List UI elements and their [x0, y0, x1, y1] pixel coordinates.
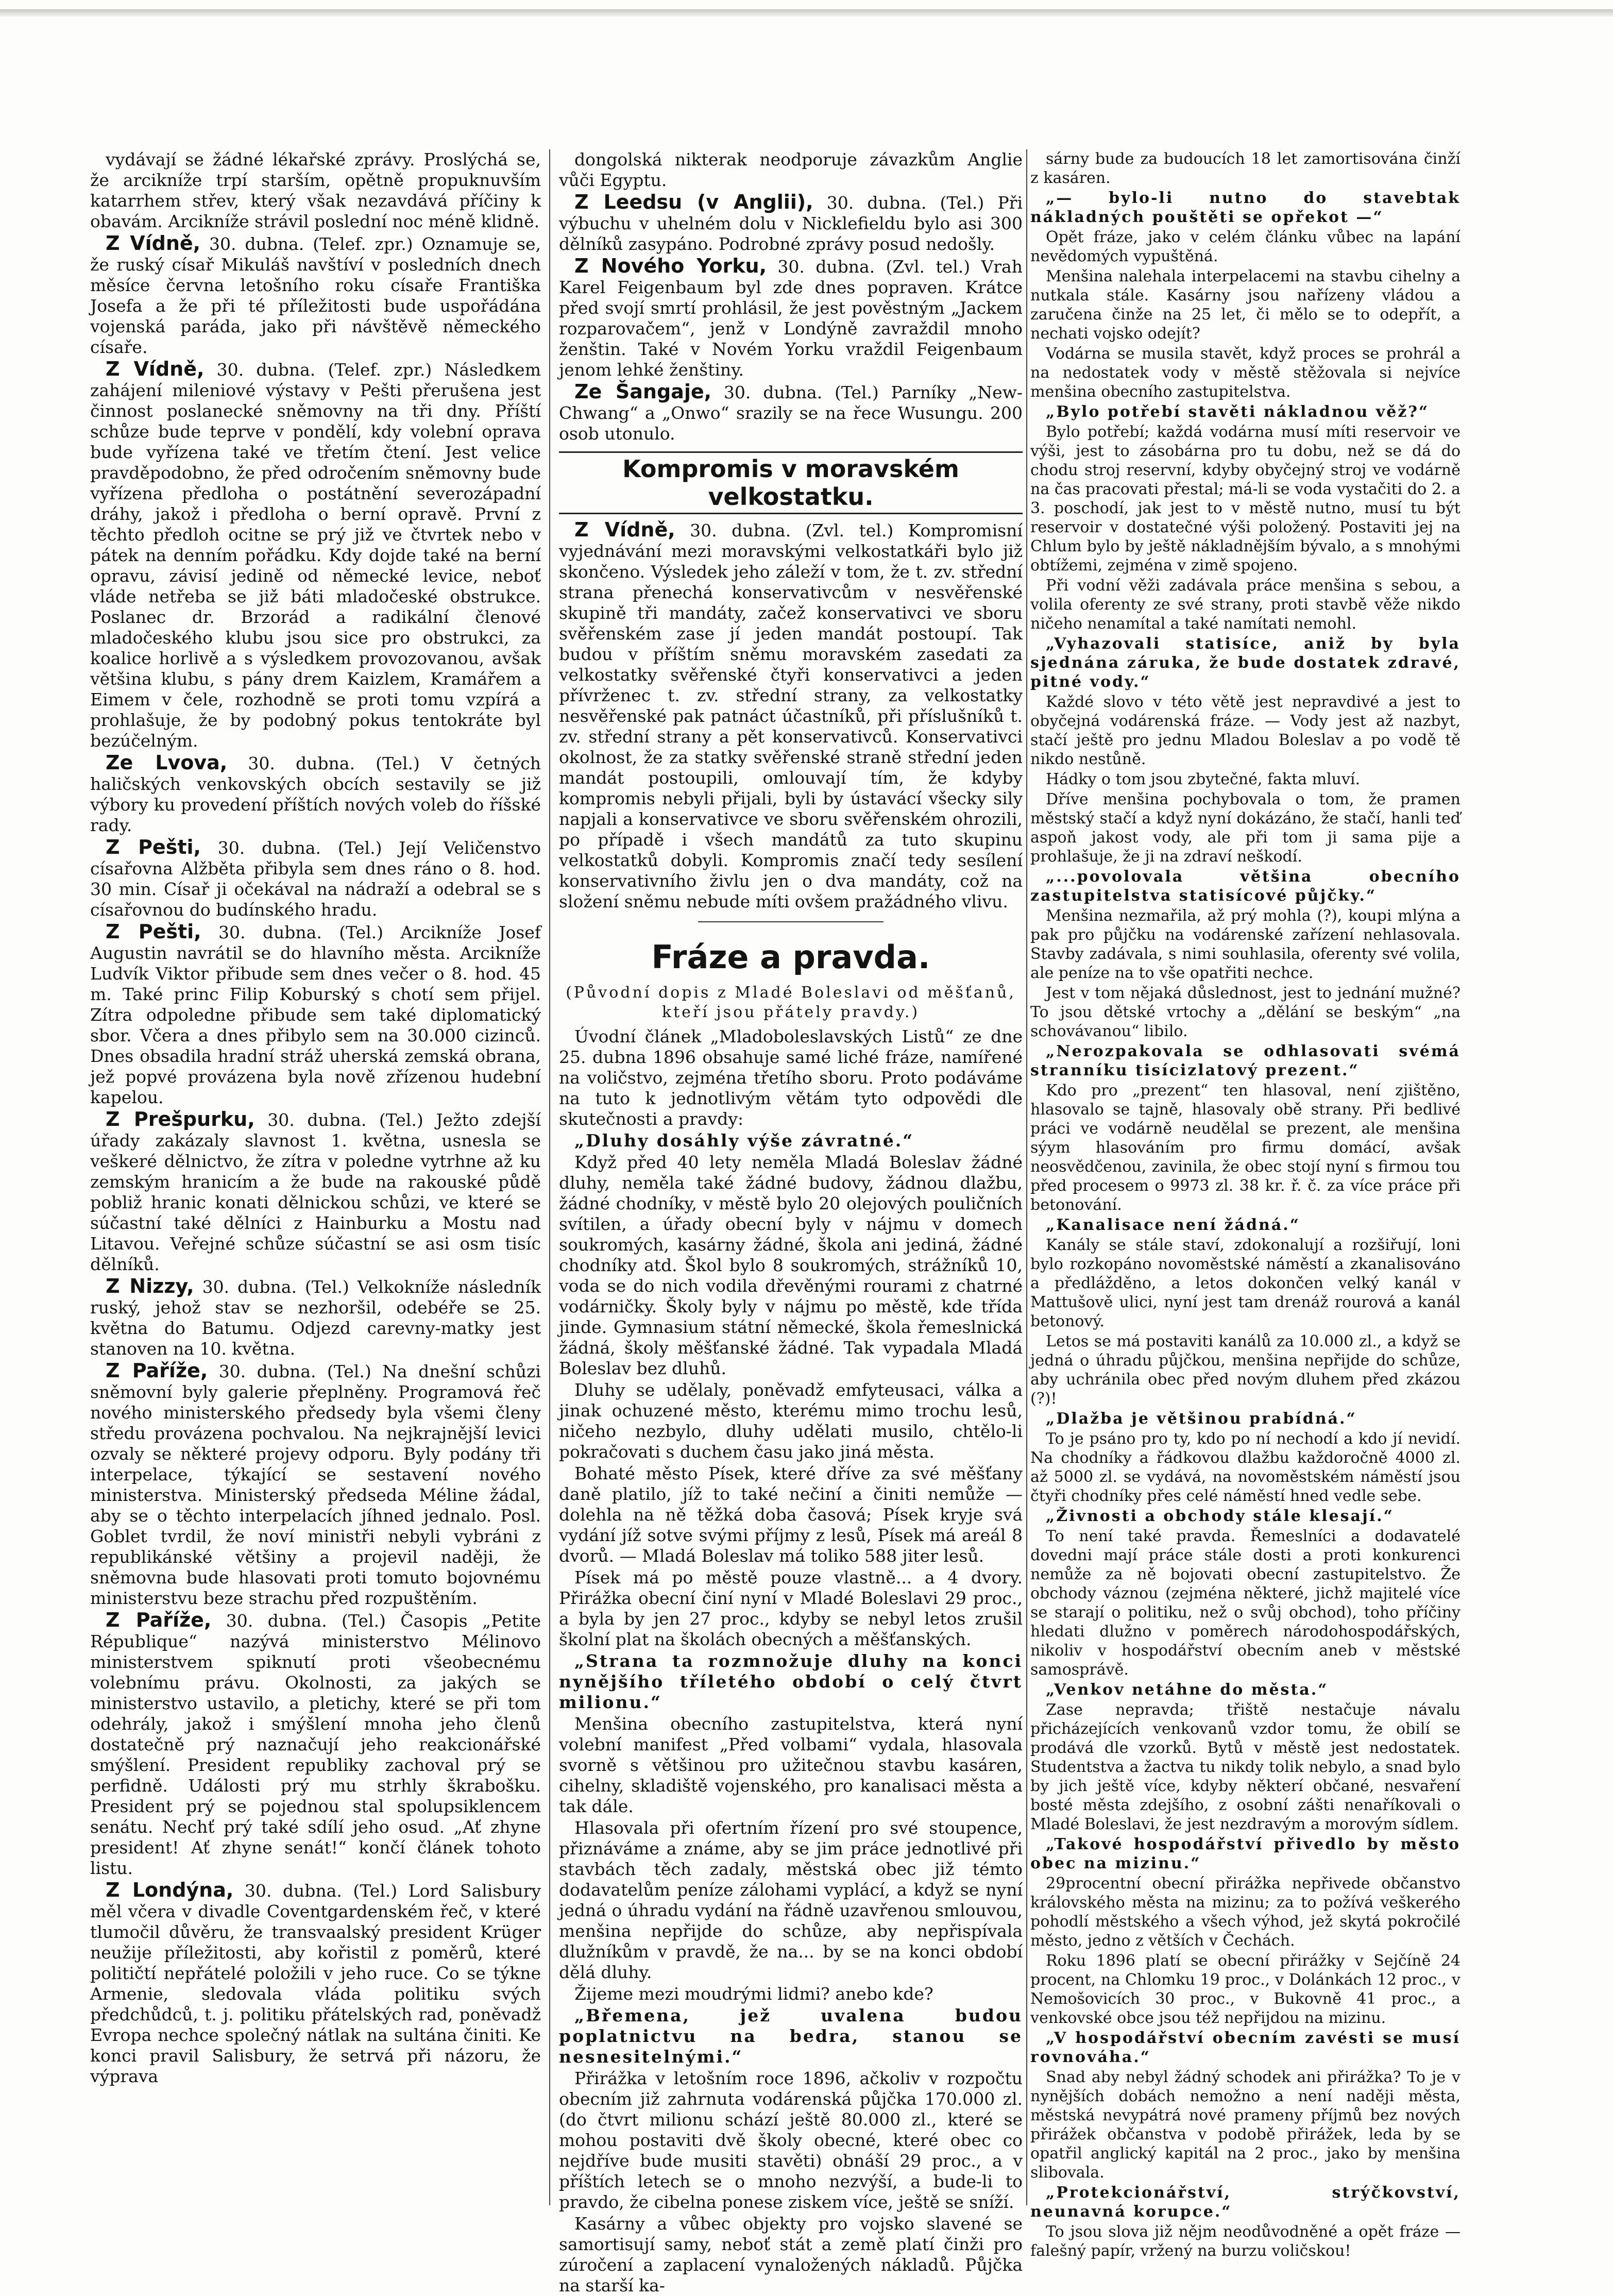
- dateline: Z Paříže,: [106, 1359, 208, 1382]
- article-paragraph: To jsou slova již nějm neodůvodněné a opět fráze — falešný papír, vržený na burzu voličskou!: [1030, 2223, 1461, 2260]
- dateline: Ze Šangaje,: [574, 380, 712, 403]
- article-paragraph: „Strana ta rozmnožuje dluhy na konci nynějšího tříletého období o celý čtvrt milionu.“: [559, 1651, 1023, 1712]
- news-paragraph: Ze Lvova, 30. dubna. (Tel.) V četných haličských venkovských obcích sestavily se již výbory ku provedení příštích nových voleb do říšské rady.: [90, 751, 541, 835]
- article-paragraph: „Dlažba je většinou prabídná.“: [1046, 1410, 1357, 1428]
- article-paragraph: Zase nepravda; třiště nestačuje návalu přicházejících venkovanů vzdor tomu, že obilí se prodává dle vzorků. Bytů v městě jest nedostatek. Studentstva a žactva tu nikdy tolik nebylo, a snad bylo by jich ještě více, kdyby některí občané, nesvaření bosté města zdejšího, z osobní zášti nenaříkovali o Mladé Boleslavi, že jest nezdravým a morovým sídlem.: [1030, 1701, 1461, 1833]
- article-paragraph: „Dluhy dosáhly výše závratné.“: [574, 1130, 914, 1151]
- article-paragraph: „V hospodářství obecním zavésti se musí rovnováha.“: [1030, 2029, 1461, 2066]
- article-paragraph: Letos se má postaviti kanálů za 10.000 zl., a když se jedná o úhradu půjčkou, menšina nepřijde do schůze, aby uchránila obec před novým dluhem před zkázou (?)!: [1030, 1332, 1461, 1408]
- section-divider: [698, 921, 884, 922]
- dateline: Z Vídně,: [106, 358, 205, 380]
- news-paragraph: Z Vídně, 30. dubna. (Telef. zpr.) Oznamuje se, že ruský císař Mikuláš navštíví v posledních dnech měsíce června letošního roku císaře Františka Josefa a že při té příležitosti bude uspořádána vojenská paráda, jako při návštěvě německého císaře.: [90, 232, 541, 357]
- dateline: Z Leedsu (v Anglii),: [574, 191, 813, 213]
- article-paragraph: To je psáno pro ty, kdo po ní nechodí a kdo jí nevidí. Na chodníky a řádkovou dlažbu každoročně 4000 zl. až 5000 zl. se vydává, na novoměstském náměstí jsou čtyři chodníky přes celé náměstí hned vedle sebe.: [1030, 1430, 1461, 1505]
- article-paragraph: „Kanalisace není žádná.“: [1046, 1216, 1300, 1234]
- dateline: Z Pešti,: [106, 920, 201, 943]
- article-paragraph: Kdo pro „prezent“ ten hlasoval, není zjištěno, hlasovalo se tajně, hlasovaly obě strany. Při bedlivé práci ve vodárně neudělal se prezent, ale menšina sýym hlasováním pro firmu domácí, avšak neosvědčenou, zavinila, že obec stojí nyní s firmou tou před procesem o 9973 zl. 38 kr. ř. č. za více práce při betonování.: [1030, 1082, 1461, 1214]
- article-paragraph: To není také pravda. Řemeslníci a dodavatelé dovedni mají práce stále dosti a proti konkurenci nemůže za ně bojovati obecní zastupitelstvo. Že obchody váznou (zejména některé, jichž majitelé více se starají o politiku, než o svůj obchod), toho příčiny hledati dlužno v poměrech národohospodářských, nikoliv v hospodářství obecním aneb v městské samosprávě.: [1030, 1527, 1461, 1679]
- news-paragraph: Z Londýna, 30. dubna. (Tel.) Lord Salisbury měl včera v divadle Coventgardenském řeč, v které tlumočil důvěru, že transvaalský president Krüger neužije příležitosti, aby kořistil z poměrů, které političtí nepřátelé položili v jeho ruce. Co se týkne Armenie, sledovala vláda politiku svých předchůdců, t. j. politiku přátelských rad, poněvadž Evropa nechce společný nátlak na sultána činiti. Ke konci pravil Salisbury, že setrvá při názoru, že výprava: [90, 1879, 541, 2086]
- dateline: Z Vídně,: [106, 232, 201, 255]
- article-paragraph: Jest v tom nějaká důslednost, jest to jednání mužné? To jsou dětské vrtochy a „dělání se beským“ „na schovávanou“ libilo.: [1030, 984, 1461, 1040]
- article-paragraph: Kanály se stále staví, zdokonalují a rozšiřují, loni bylo rozkopáno novoměstské náměstí a zkanalisováno a předlážděno, a letos dokončen velký kanál v Mattušově ulici, nyní jest tam drenáž rourová a kanál betonový.: [1030, 1236, 1461, 1330]
- article-kompromis: [559, 519, 1023, 912]
- article-paragraph: Dluhy se udělaly, poněvadž emfyteusaci, válka a jinak ochuzené město, kterému mimo trochu lesů, ničeho nezbylo, dluhy udělati musilo, chtělo-li pokračovati s duchem času jako jiná města.: [559, 1380, 1023, 1462]
- dateline: Z Nového Yorku,: [574, 255, 767, 277]
- article-paragraph: Při vodní věži zadávala práce menšina s sebou, a volila oferenty ze své strany, proti stavbě věže nikdo ničeho nenamítal a také namítati nemohl.: [1030, 577, 1461, 633]
- news-paragraph: Ze Šangaje, 30. dubna. (Tel.) Parníky „New-Chwang“ a „Onwo“ srazily se na řece Wusungu. 200 osob utonulo.: [559, 380, 1023, 444]
- article-paragraph: Přirážka v letošním roce 1896, ačkoliv v rozpočtu obecním již zahrnuta vodárenská půjčka 170.000 zl. (do čtvrt milionu schází ještě 80.000 zl., které se mohou postaviti dvě školy obecné, které obec co nejdříve bude musiti stavěti) obnáší 29 proc., a v příštích letech se o mnoho nezvýší, a bude-li to pravdo, že cibelna ponese ziskem více, ještě se sníží.: [559, 2068, 1023, 2212]
- article-paragraph: Opět fráze, jako v celém článku vůbec na lapání nevědomých vypuštěná.: [1030, 228, 1461, 265]
- column-1: [90, 149, 541, 2205]
- article-paragraph: Bohaté město Písek, které dříve za své měšťany daně platilo, jíž to také nečiní a činiti nemůže — dolehla na ně těžká doba časová; Písek kryje svá vydání jíž sotve svými příjmy z lesů, Písek má areál 8 dvorů. — Mladá Boleslav má toliko 588 jiter lesů.: [559, 1463, 1023, 1566]
- article-paragraph: „...povolovala většina obecního zastupitelstva statisícové půjčky.“: [1030, 868, 1461, 905]
- article-subhead: (Původní dopis z Mladé Boleslavi od měšťanů, kteří jsou přátely pravdy.): [566, 984, 1016, 1021]
- column-divider-2: [1026, 149, 1027, 2205]
- article-paragraph: Hlasovala při ofertním řízení pro své stoupence, přiznáváme a známe, aby se jim práce jednotlivé při stavbách těch zadaly, městská obec již témto dodavatelům peníze zálohami vyplácí, a když se nyní jedná o úhradu vydání na řádně uzavřenou smlouvou, menšina nepřijde do schůze, aby nepřispívala dlužníkům v pravdě, že na... by se na konci období dělá dluhy.: [559, 1818, 1023, 1982]
- news-paragraph: Z Nového Yorku, 30. dubna. (Zvl. tel.) Vrah Karel Feigenbaum byl zde dnes popraven. Krátce před svojí smrtí prohlásil, že jest pověstným „Jackem rozparovačem“, jenž v Londýně zavraždil mnoho ženštin. Také v Novém Yorku vraždil Feigenbaum jenom lehké ženštiny.: [559, 255, 1023, 380]
- headline-fraze-a-pravda: Fráze a pravda.: [651, 938, 930, 976]
- article-paragraph: „Bylo potřebí stavěti nákladnou věž?“: [1046, 403, 1430, 421]
- news-paragraph: Z Pešti, 30. dubna. (Tel.) Arcikníže Josef Augustin navrátil se do hlavního města. Arcikníže Ludvík Viktor přibude sem dnes večer o 8. hod. 45 m. Také princ Filip Koburský s chotí sem přijel. Zítra odpoledne přibude sem také diplomatický sbor. Včera a dnes přibylo sem na 30.000 cizinců. Dnes obsadila hradní stráž uherská zemská obrana, jež popvé provázena byla nově zřízenou hudební kapelou.: [90, 920, 541, 1107]
- article-paragraph: Hádky o tom jsou zbytečné, fakta mluví.: [1046, 770, 1361, 788]
- article-paragraph: Žijeme mezi moudrými lidmi? anebo kde?: [574, 1984, 933, 2004]
- article-paragraph: 29procentní obecní přirážka nepřivede občanstvo královského města na mizinu; za to požívá veškerého pohodlí městského a všech výhod, jež skytá pokročilé město, jedno z větších v Čechách.: [1030, 1875, 1461, 1950]
- news-paragraph: Z Vídně, 30. dubna. (Telef. zpr.) Následkem zahájení mileniové výstavy v Pešti přerušena jest činnost poslanecké sněmovny na tři dny. Příští schůze bude teprve v pondělí, kdy volební oprava bude vyřízena také ve třetím čtení. Jest velice pravděpodobno, že před odročením sněmovny bude vyřízena předloha o postátnění severozápadní dráhy, jakož i předloha o berní opravě. První z těchto předloh ocitne se prý již ve čtvrtek nebo v pátek na denním pořádku. Kdy dojde také na berní opravu, závisí jedině od německé levice, neboť vláde netřeba se již báti mladočeské obstrukce. Poslanec dr. Brzorád a radikální členové mladočeského klubu jsou sice pro obstrukci, za koalice horlivě a s výsledkem provozovanou, avšak většina klubu, s pány drem Kaizlem, Kramářem a Eimem v čele, rozhodně se proti tomu vzpírá a prohlašuje, že by podobný pokus tentokráte byl bezúčelným.: [90, 358, 541, 751]
- dateline: Z Londýna,: [106, 1879, 234, 1901]
- article-paragraph: „Živnosti a obchody stále klesají.“: [1046, 1507, 1394, 1525]
- news-paragraph: Z Paříže, 30. dubna. (Tel.) Časopis „Petite République“ nazývá ministerstvo Mélinovo ministerstvem spiknutí proti všeobecnému volebnímu právu. Okolnosti, za jakých se ministerstvo ustavilo, a pletichy, které se při tom odehrály, jakož i smýšlení mnoha jeho členů dostatečně prý naznačují jeho reakcionářské smýšlení. President republiky zachoval prý se perfidně. Události prý mu strhly škrabošku. President prý se pojednou stal spolupsiklencem senátu. Nechť prý také sdílí jeho osud. „Ať zhyne president! Ať zhyne senát!“ končí článek tohoto listu.: [90, 1609, 541, 1878]
- article-paragraph: Bylo potřebí; každá vodárna musí míti reservoir ve výši, jest to zásobárna pro tu dobu, než se dá do chodu stroj reservní, kdyby obyčejný stroj ve vodárně na čas pracovati přestal; má-li se voda vystačiti do 2. a 3. poschodí, jak jest to v městě nutno, musí tu být reservoir v dostatečné výši položený. Postaviti jej na Chlum bylo by ještě nákladnějším bývalo, a s mnohými obtížemi, zejména v zimě spojeno.: [1030, 423, 1461, 575]
- news-paragraph: Z Pešti, 30. dubna. (Tel.) Její Veličenstvo císařovna Alžběta přibyla sem dnes ráno o 8. hod. 30 min. Císař ji očekával na nádraží a odebral se s císařovnou do budínského hradu.: [90, 836, 541, 920]
- article-paragraph: Menšina nezmařila, až prý mohla (?), koupi mlýna a pak pro půjčku na vodárenské zařízení nehlasovala. Stavby zadávala, s nimi souhlasila, oferenty své volila, ale peníze na to vše opatřiti nechce.: [1030, 907, 1461, 982]
- article-fraze-a-pravda: [559, 1026, 1023, 2296]
- article-paragraph: sárny bude za budoucích 18 let zamortisována činží z kasáren.: [1030, 150, 1461, 187]
- news-paragraph: vydávají se žádné lékařské zprávy. Proslýchá se, že arcikníže trpí starším, opětně propuknuvším katarrhem střev, který však nezavdává příčiny k obavám. Arcikníže strávil poslední noc méně klidně.: [90, 149, 541, 231]
- news-paragraph: Z Paříže, 30. dubna. (Tel.) Na dnešní schůzi sněmovní byly galerie přeplněny. Programová řeč nového ministerského předsedy byla všemi členy středu provázena pochvalou. Na nejkrajnější levici ozvaly se některé projevy odporu. Byly podány tři interpelace, týkající se sestavení nového ministerstva. Ministerský předseda Méline žádal, aby se o těchto interpelacích jíhned jednalo. Posl. Goblet tvrdil, že noví ministři nebyli vybráni z republikánské většiny a projevil naději, že sněmovna bude hlasovati proti tomuto bojovnému ministerstvu beze strachu před rozpuštěním.: [90, 1359, 541, 1608]
- dateline: Z Prešpurku,: [106, 1108, 255, 1130]
- article-paragraph: Roku 1896 platí se obecní přirážky v Sejčíně 24 procent, na Chlomku 19 proc., v Dolánkách 12 proc., v Nemošovicích 30 proc., v Bukovně 41 proc., a venkovské obce jsou též nepřijdou na mizinu.: [1030, 1952, 1461, 2027]
- dateline: Z Paříže,: [106, 1609, 212, 1631]
- news-items: [559, 149, 1023, 444]
- article-paragraph: Kasárny a vůbec objekty pro vojsko slavené se samortisují samy, neboť stát a země platí činži pro zúročení a zaplacení vynaložených nákladů. Půjčka na starší ka-: [559, 2214, 1023, 2295]
- article-paragraph: „Venkov netáhne do města.“: [1046, 1681, 1329, 1699]
- article-paragraph: Písek má po městě pouze vlastně... a 4 dvory. Přirážka obecní činí nyní v Mladé Boleslavi 29 proc., a byla by jen 27 proc., kdyby se nebyl letos zrušil školní plat na školách obecných a měšťanských.: [559, 1567, 1023, 1649]
- column-2: [559, 149, 1023, 2295]
- article-paragraph: Každé slovo v této větě jest nepravdivé a jest to obyčejná vodárenská fráze. — Vody jest až nazbyt, stačí ještě pro jednu Mladou Boleslav a po vodě tě nikdo nestůně.: [1030, 693, 1461, 768]
- dateline: Z Nizzy,: [106, 1275, 194, 1297]
- headline-kompromis: Kompromis v moravském velkostatku.: [559, 451, 1023, 514]
- article-paragraph: „Takové hospodářství přivedlo by město obec na mizinu.“: [1030, 1835, 1461, 1872]
- article-paragraph: „Nerozpakovala se odhlasovati svémá stranníku tisícizlatový prezent.“: [1030, 1042, 1461, 1079]
- news-paragraph: Z Leedsu (v Anglii), 30. dubna. (Tel.) Při výbuchu v uhelném dolu v Nicklefieldu bylo asi 300 dělníků zasypáno. Podrobné zprávy posud nedošly.: [559, 191, 1023, 254]
- article-paragraph: „— bylo-li nutno do stavebtak nákladných pouštěti se opřekot —“: [1030, 189, 1461, 226]
- scan-top-edge: [0, 9, 1613, 16]
- column-divider-1: [549, 149, 550, 2205]
- article-paragraph: „Protekcionářství, strýčkovství, neunavná korupce.“: [1030, 2184, 1461, 2221]
- article-paragraph: Menšina nalehala interpelacemi na stavbu cihelny a nutkala stále. Kasárny jsou nařízeny vládou a zaručena činže na 25 let, či mělo se to odepřít, a nechati vojsko odejít?: [1030, 267, 1461, 343]
- article-paragraph: Úvodní článek „Mladoboleslavských Listů“ ze dne 25. dubna 1896 obsahuje samé liché fráze, namířené na voličstvo, zejména třetího sboru. Proto podáváme na tuto k jednotlivým větám tyto odpovědi dle skutečnosti a pravdy:: [559, 1026, 1023, 1129]
- article-paragraph: Snad aby nebyl žádný schodek ani přirážka? To je v nynějších dobách nemožno a není naději města, městská nevypátrá nové prameny příjmů bez nových přirážek občanstva v podobě přirážek, leda by se opatřil anglický kapitál na 2 proc., jako by menšina slibovala.: [1030, 2068, 1461, 2182]
- article-paragraph: Vodárna se musila stavět, když proces se prohrál a na nedostatek vody v městě stěžovala si nejvíce menšina obecního zastupitelstva.: [1030, 345, 1461, 401]
- column-3: [1030, 149, 1461, 2260]
- news-paragraph: Z Prešpurku, 30. dubna. (Tel.) Ježto zdejší úřady zakázaly slavnost 1. května, usnesla se veškeré dělnictvo, že zítra v poledne vytrhne až ku zemským hranicím a že bude na rakouské půdě pobliž hranic konati dělnickou schůzi, ve které se súčastní také dělníci z Hainburku a Mostu nad Litavou. Veřejné schůze súčastní se asi osm tisíc dělníků.: [90, 1108, 541, 1274]
- article-paragraph: Menšina obecního zastupitelstva, která nyní volební manifest „Před volbami“ vydala, hlasovala svorně s většinou pro užitečnou stavbu kasáren, cihelny, skladiště vojenského, pro kanalisaci města a tak dále.: [559, 1714, 1023, 1816]
- article-paragraph: Z Vídně, 30. dubna. (Zvl. tel.) Kompromisní vyjednávání mezi moravskými velkostatkáři bylo již skončeno. Výsledek jeho záleží v tom, že t. zv. střední strana přenechá konservativcům v nesvěřenské skupině tři mandáty, začež konservativci ve sboru svěřenském zase jí jeden mandát postoupí. Tak budou v příštím sněmu moravském zasedati za velkostatky svěřenské čtyři konservativci a jeden přívrženec t. zv. střední strany, za velkostatky nesvěřenské pak patnáct účastníků, při příslušníků t. zv. střední strany a pět konservativců. Konservativci okolnost, že za statky svěřenské straně střední jeden mandát postoupili, omlouvají tím, že kdyby kompromis nebyli přijali, byli by ústavácí všecky sily napjali a konservativce ve sboru svěřenském ohrozili, po případě i všech mandátů za tuto skupinu velkostatků dobyli. Kompromis značí tedy sesílení konservativního živlu jen o dva mandáty, což na složení sněmu nebude míti ovšem pražádného vlivu.: [559, 518, 1023, 911]
- news-paragraph: dongolská nikterak neodporuje závazkům Anglie vůči Egyptu.: [559, 149, 1023, 190]
- article-paragraph: Když před 40 lety neměla Mladá Boleslav žádné dluhy, neměla také žádné budovy, žádnou dlažbu, žádné chodníky, v městě bylo 20 olejových pouličních svítilen, a úřady obecní byly v nájmu v domech soukromých, kasárny žádné, škola ani jediná, žádné chodníky atd. Škol bylo 8 soukromých, strážníků 10, voda se do nich vodila dřevěnými rourami z chatrné vodárničky. Školy byly v nájmu po městě, kde třída jinde. Gymnasium státní německé, škola řemeslnická žádná, školy měšťanské žádné. Tak vypadala Mladá Boleslav bez dluhů.: [559, 1152, 1023, 1378]
- article-paragraph: „Břemena, jež uvalena budou poplatnictvu na bedra, stanou se nesnesitelnými.“: [559, 2005, 1023, 2067]
- news-paragraph: Z Nizzy, 30. dubna. (Tel.) Velkokníže následník ruský, jehož stav se nezhoršil, odebéře se 25. května do Batumu. Odjezd carevny-matky jest stanoven na 10. května.: [90, 1275, 541, 1359]
- article-paragraph: „Vyhazovali statisíce, aniž by byla sjednána záruka, že bude dostatek zdravé, pitné vody.“: [1030, 635, 1461, 691]
- dateline: Z Vídně,: [574, 518, 675, 541]
- article-paragraph: Dříve menšina pochybovala o tom, že pramen městský stačí a když nyní dokázáno, že stačí, hanli teď aspoň jakost vody, ale při tom ji sama pije a prohlašuje, že ji na zdraví neškodí.: [1030, 790, 1461, 866]
- dateline: Z Pešti,: [106, 836, 201, 858]
- dateline: Ze Lvova,: [106, 751, 228, 774]
